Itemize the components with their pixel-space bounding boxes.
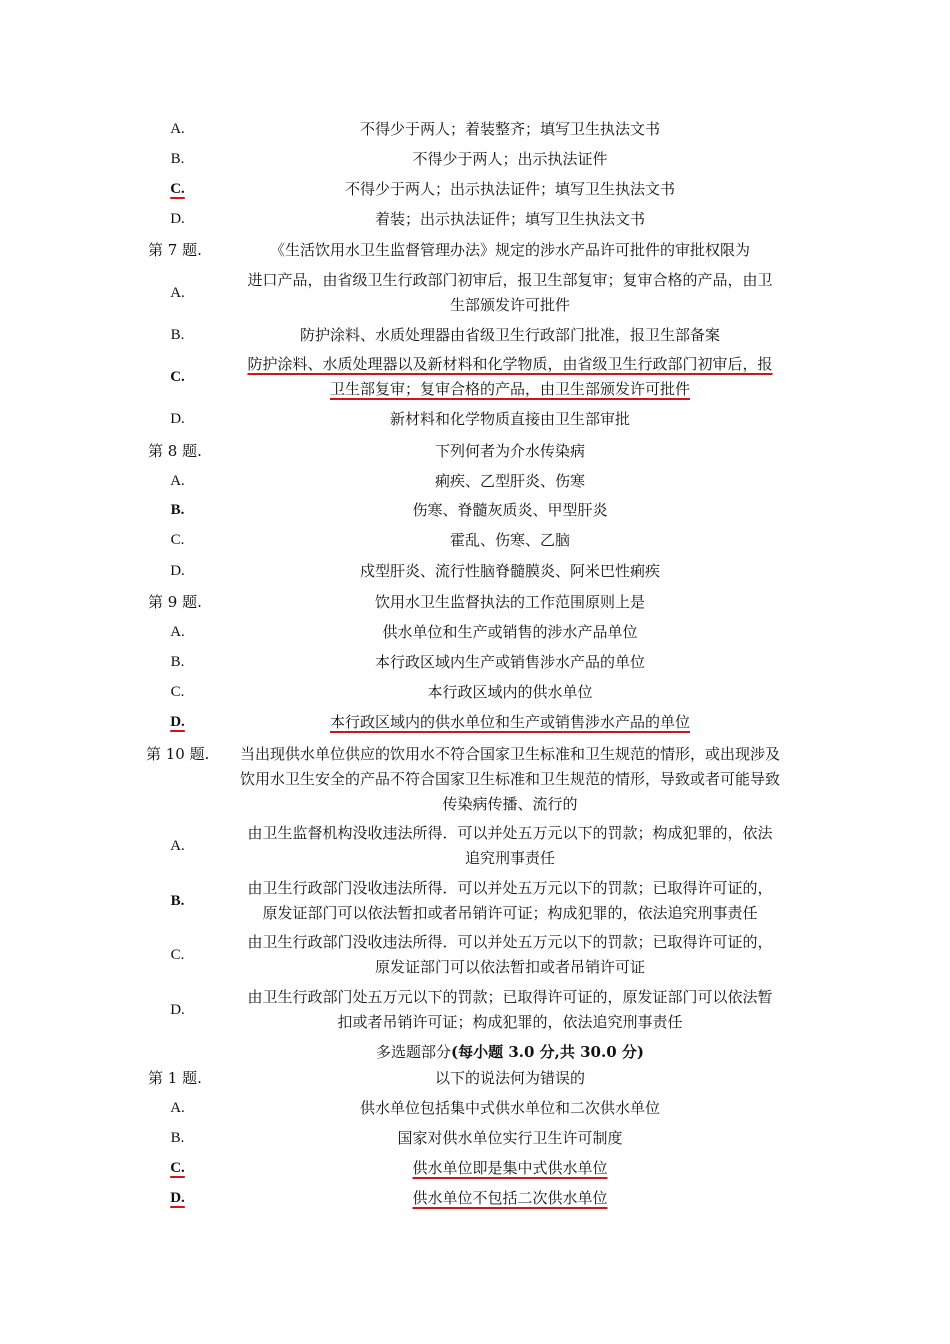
option-label-answer: C.	[170, 369, 185, 385]
option-text: 供水单位和生产或销售的涉水产品单位	[382, 623, 638, 641]
answer-underline-text: 供水单位不包括二次供水单位	[412, 1189, 608, 1207]
option-text: 供水单位包括集中式供水单位和二次供水单位	[359, 1099, 660, 1117]
option-label-answer: B.	[170, 893, 185, 909]
question-number: 第 7 题.	[148, 241, 202, 259]
question-text: 下列何者为介水传染病	[434, 442, 585, 460]
option-label: A.	[170, 624, 185, 640]
option-text	[212, 1156, 808, 1181]
answer-underline-text: 本行政区域内的供水单位和生产或销售涉水产品的单位	[329, 713, 690, 731]
option-label: D.	[170, 411, 185, 427]
option-text-line2: 原发证部门可以依法暂扣或者吊销许可证；构成犯罪的，依法追究刑事责任	[262, 904, 758, 922]
option-label: A.	[170, 473, 185, 489]
option-text: 霍乱、伤寒、乙脑	[449, 531, 570, 549]
option-label-answer: B.	[170, 502, 185, 518]
section-title	[212, 1040, 808, 1065]
option-text-line2: 生部颁发许可批件	[449, 296, 570, 314]
option-text: 痢疾、乙型肝炎、伤寒	[434, 472, 585, 490]
question-number: 第 9 题.	[148, 593, 202, 611]
option-text-line1: 进口产品，由省级卫生行政部门初审后，报卫生部复审；复审合格的产品，由卫	[247, 271, 773, 289]
section-total: 30.0	[580, 1043, 617, 1061]
option-text	[212, 1186, 808, 1211]
option-text: 伤寒、脊髓灰质炎、甲型肝炎	[412, 501, 608, 519]
option-label: C.	[170, 947, 185, 963]
option-text-line2: 追究刑事责任	[464, 849, 555, 867]
section-b1: (每小题	[451, 1043, 509, 1061]
option-text: 不得少于两人；出示执法证件	[412, 150, 608, 168]
option-text: 不得少于两人；出示执法证件；填写卫生执法文书	[344, 180, 675, 198]
option-label: A.	[170, 1100, 185, 1116]
section-b3: 分)	[616, 1043, 644, 1061]
option-text-line1: 由卫生行政部门没收违法所得．可以并处五万元以下的罚款；已取得许可证的，	[247, 879, 773, 897]
option-text-line2	[212, 377, 808, 402]
option-text: 防护涂料、水质处理器由省级卫生行政部门批准，报卫生部备案	[299, 326, 720, 344]
option-text: 着装；出示执法证件；填写卫生执法文书	[374, 210, 645, 228]
option-label: A.	[170, 121, 185, 137]
answer-underline-text: 卫生部复审；复审合格的产品，由卫生部颁发许可批件	[329, 380, 690, 398]
option-text: 不得少于两人；着装整齐；填写卫生执法文书	[359, 120, 660, 138]
option-label: D.	[170, 1002, 185, 1018]
option-label: B.	[170, 654, 185, 670]
answer-underline-text: 防护涂料、水质处理器以及新材料和化学物质，由省级卫生行政部门初审后，报	[247, 355, 773, 373]
section-name: 多选题部分	[376, 1043, 452, 1061]
question-text: 《生活饮用水卫生监督管理办法》规定的涉水产品许可批件的审批权限为	[269, 241, 750, 259]
option-label: B.	[170, 1130, 185, 1146]
option-label: C.	[170, 684, 185, 700]
question-number: 第 1 题.	[148, 1069, 202, 1087]
option-label: D.	[170, 211, 185, 227]
option-text: 本行政区域内的供水单位	[427, 683, 593, 701]
option-text-line2: 扣或者吊销许可证；构成犯罪的，依法追究刑事责任	[337, 1013, 683, 1031]
question-text-line3: 传染病传播、流行的	[442, 795, 578, 813]
question-text: 以下的说法何为错误的	[434, 1069, 585, 1087]
option-label-answer: D.	[170, 714, 185, 730]
option-label-answer: C.	[170, 181, 185, 197]
option-label: C.	[170, 532, 185, 548]
option-label-answer: C.	[170, 1160, 185, 1176]
option-text: 国家对供水单位实行卫生许可制度	[397, 1129, 623, 1147]
question-number: 第 10 题.	[146, 745, 210, 763]
option-text	[212, 710, 808, 735]
question-text-line1: 当出现供水单位供应的饮用水不符合国家卫生标准和卫生规范的情形，或出现涉及	[239, 745, 780, 763]
section-b2: 分,共	[534, 1043, 581, 1061]
option-label: B.	[170, 151, 185, 167]
option-text-line1: 由卫生监督机构没收违法所得．可以并处五万元以下的罚款；构成犯罪的，依法	[247, 824, 773, 842]
question-text: 饮用水卫生监督执法的工作范围原则上是	[374, 593, 645, 611]
option-text: 戍型肝炎、流行性脑脊髓膜炎、阿米巴性痢疾	[359, 562, 660, 580]
option-text: 新材料和化学物质直接由卫生部审批	[389, 410, 630, 428]
option-text-line2: 原发证部门可以依法暂扣或者吊销许可证	[374, 958, 645, 976]
answer-underline-text: 供水单位即是集中式供水单位	[412, 1159, 608, 1177]
option-text: 本行政区域内生产或销售涉水产品的单位	[374, 653, 645, 671]
question-number: 第 8 题.	[148, 442, 202, 460]
option-label: A.	[170, 838, 185, 854]
option-label-answer: D.	[170, 1190, 185, 1206]
option-label: A.	[170, 285, 185, 301]
question-text-line2: 饮用水卫生安全的产品不符合国家卫生标准和卫生规范的情形，导致或者可能导致	[239, 770, 780, 788]
option-text-line1	[212, 352, 808, 377]
option-label: D.	[170, 563, 185, 579]
option-text-line1: 由卫生行政部门没收违法所得．可以并处五万元以下的罚款；已取得许可证的，	[247, 933, 773, 951]
option-text-line1: 由卫生行政部门处五万元以下的罚款；已取得许可证的，原发证部门可以依法暂	[247, 988, 773, 1006]
section-score: 3.0	[508, 1043, 535, 1061]
option-label: B.	[170, 327, 185, 343]
